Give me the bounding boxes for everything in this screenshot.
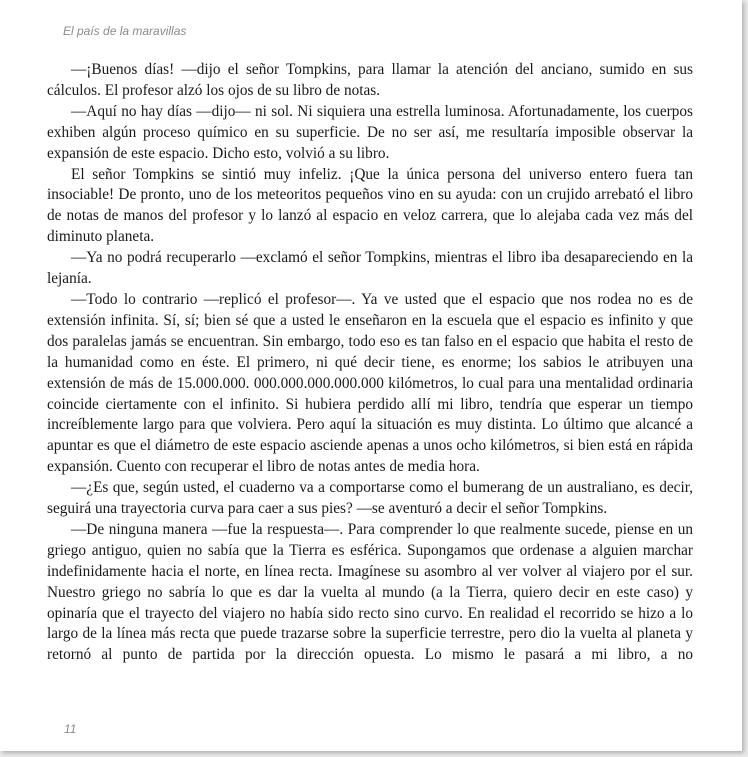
running-header: El país de la maravillas	[63, 24, 187, 38]
body-text	[47, 60, 693, 666]
paragraph: —De ninguna manera —fue la respuesta—. Para comprender lo que realmente sucede, piense en un griego antiguo, quien no sabía que la Tierra es esférica. Supongamos que ordenase a alguien marchar indefinidamente hacia el norte, en línea recta. Imagínese su asombro al ver volver al viajero por el sur. Nuestro griego no sabría lo que es dar la vuelta al mundo (a la Tierra, quiero decir en este caso) y opinaría que el trayecto del viajero no había sido recto sino curvo. En realidad el recorrido se hizo a lo largo de la línea más recta que puede trazarse sobre la superficie terrestre, pero dio la vuelta al planeta y retornó al punto de partida por la dirección opuesta. Lo mismo le pasará a mi libro, a no	[47, 520, 693, 664]
paragraph: —¡Buenos días! —dijo el señor Tompkins, para llamar la atención del anciano, sumido en sus cálculos. El profesor alzó los ojos de su libro de notas.	[47, 61, 693, 99]
paragraph: El señor Tompkins se sintió muy infeliz. ¡Que la única persona del universo entero fuera tan insociable! De pronto, uno de los meteoritos pequeños vino en su ayuda: con un crujido arrebató el libro de notas de manos del profesor y lo lanzó al espacio en veloz carrera, que lo alejaba cada vez más del diminuto planeta.	[47, 165, 693, 246]
paragraph: —Aquí no hay días —dijo— ni sol. Ni siquiera una estrella luminosa. Afortunadamente, los cuerpos exhiben algún proceso químico en su superficie. De no ser así, me resultaría imposible observar la expansión de este espacio. Dicho esto, volvió a su libro.	[47, 102, 693, 162]
page-number: 11	[64, 722, 77, 736]
paragraph: —Ya no podrá recuperarlo —exclamó el señor Tompkins, mientras el libro iba desapareciendo en la lejanía.	[47, 249, 693, 288]
paragraph: —Todo lo contrario —replicó el profesor—. Ya ve usted que el espacio que nos rodea no es de extensión infinita. Sí, sí; bien sé que a usted le enseñaron en la escuela que el espacio es infinito y que dos paralelas jamás se encuentran. Sin embargo, todo eso es tan falso en el espacio que habita el resto de la humanidad como en éste. El primero, ni qué decir tiene, es enorme; los sabios le atribuyen una extensión de más de 15.000.000. 000.000.000.000.000 kilómetros, lo cual para una mentalidad ordinaria coincide ciertamente con el infinito. Si hubiera perdido allí mi libro, tendría que esperar un tiempo increíblemente largo para que volviera. Pero aquí la situación es muy distinta. Lo último que alcancé a apuntar es que el diámetro de este espacio asciende apenas a unos ocho kilómetros, si bien está en rápida expansión. Cuento con recuperar el libro de notas antes de media hora.	[47, 290, 693, 476]
paragraph: —¿Es que, según usted, el cuaderno va a comportarse como el bumerang de un australiano, es decir, seguirá una trayectoria curva para caer a sus pies? —se aventuró a decir el señor Tompkins.	[47, 479, 693, 518]
